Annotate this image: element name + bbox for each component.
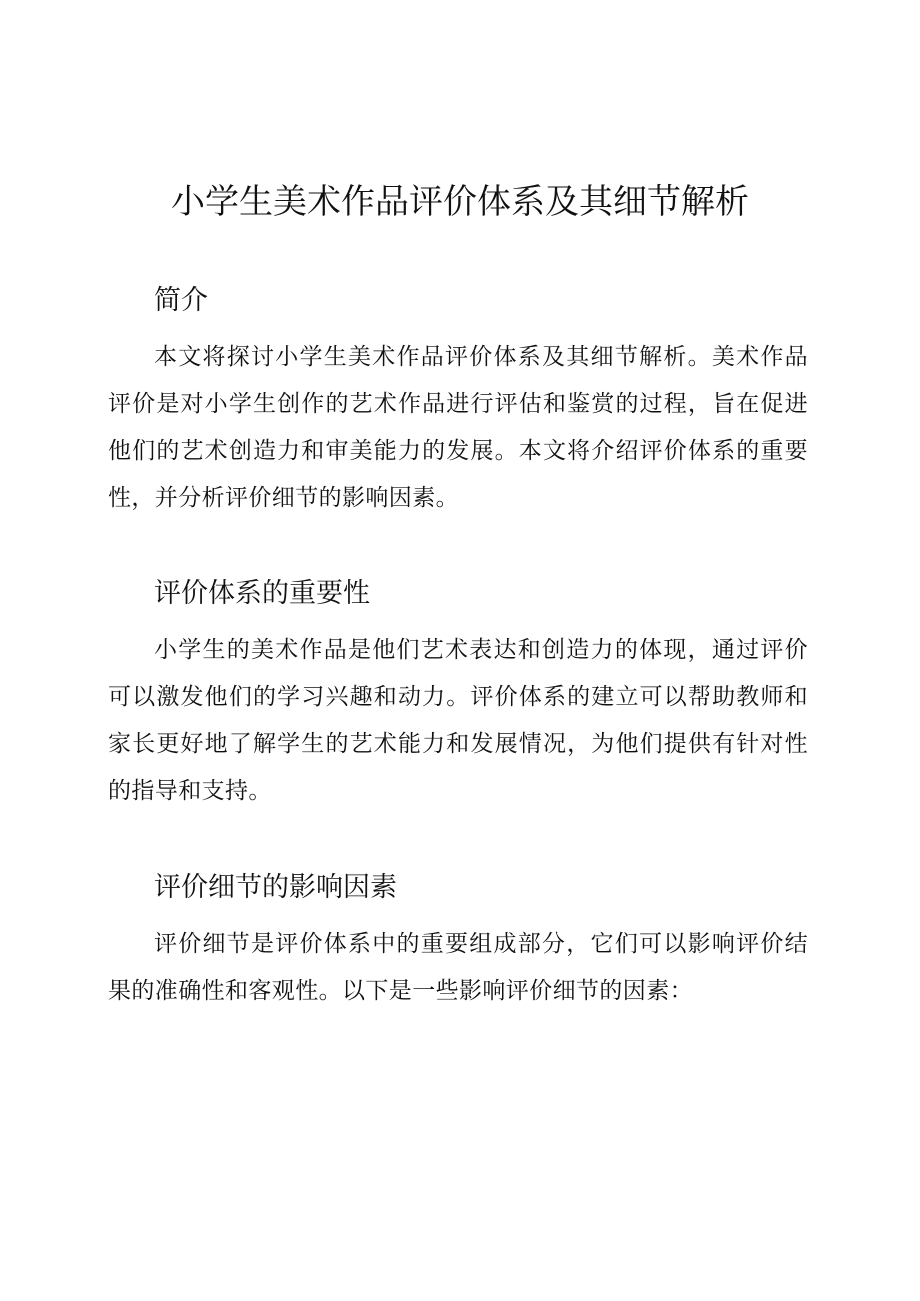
section-importance bbox=[108, 574, 808, 815]
section-paragraph: 评价细节是评价体系中的重要组成部分，它们可以影响评价结果的准确性和客观性。以下是一些影响评价细节的因素： bbox=[108, 931, 808, 1004]
section-paragraph: 小学生的美术作品是他们艺术表达和创造力的体现，通过评价可以激发他们的学习兴趣和动力。评价体系的建立可以帮助教师和家长更好地了解学生的艺术能力和发展情况，为他们提供有针对性的指导和支持。 bbox=[108, 637, 808, 804]
document-title: 小学生美术作品评价体系及其细节解析 bbox=[171, 182, 749, 222]
section-heading: 评价体系的重要性 bbox=[154, 578, 370, 609]
section-paragraph: 本文将探讨小学生美术作品评价体系及其细节解析。美术作品评价是对小学生创作的艺术作品进行评估和鉴赏的过程，旨在促进他们的艺术创造力和审美能力的发展。本文将介绍评价体系的重要性，并分析评价细节的影响因素。 bbox=[108, 344, 808, 511]
section-influencing-factors bbox=[108, 868, 808, 1015]
section-introduction bbox=[108, 281, 808, 522]
section-heading: 简介 bbox=[154, 285, 208, 316]
section-heading: 评价细节的影响因素 bbox=[154, 872, 397, 903]
